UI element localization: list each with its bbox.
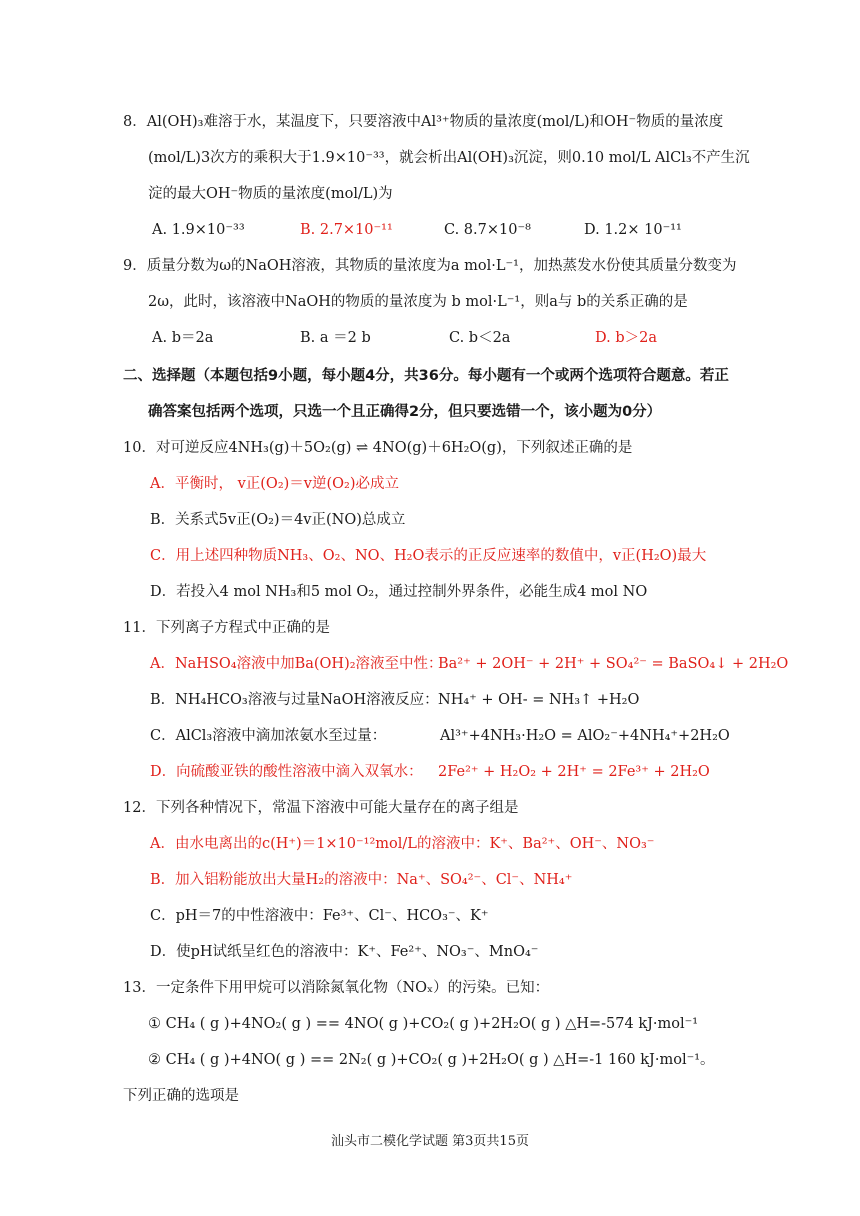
q11-option-c-equation: Al³⁺+4NH₃·H₂O = AlO₂⁻+4NH₄⁺+2H₂O: [440, 728, 730, 744]
q9-option-d: D. b＞2a: [595, 330, 657, 346]
q12-stem: 12．下列各种情况下，常温下溶液中可能大量存在的离子组是: [123, 800, 519, 816]
q8-option-a: A. 1.9×10⁻³³: [152, 222, 245, 238]
q8-line2: (mol/L)3次方的乘积大于1.9×10⁻³³，就会析出Al(OH)₃沉淀，则0.10 mol/L AlCl₃不产生沉: [148, 150, 750, 166]
q8-line1: 8．Al(OH)₃难溶于水，某温度下，只要溶液中Al³⁺物质的量浓度(mol/L)和OH⁻物质的量浓度: [123, 114, 724, 130]
q11-stem: 11．下列离子方程式中正确的是: [123, 620, 330, 636]
section2-heading-line2: 确答案包括两个选项，只选一个且正确得2分，但只要选错一个，该小题为0分）: [148, 404, 662, 420]
q9-line2: 2ω，此时，该溶液中NaOH的物质的量浓度为 b mol·L⁻¹，则a与 b的关系正确的是: [148, 294, 688, 310]
q11-option-a-text: A．NaHSO₄溶液中加Ba(OH)₂溶液至中性：: [150, 656, 443, 672]
q9-line1: 9．质量分数为ω的NaOH溶液，其物质的量浓度为a mol·L⁻¹，加热蒸发水份使其质量分数变为: [123, 258, 737, 274]
q9-option-c: C. b＜2a: [449, 330, 511, 346]
q12-option-c: C．pH＝7的中性溶液中：Fe³⁺、Cl⁻、HCO₃⁻、K⁺: [150, 908, 489, 924]
section2-heading-line1: 二、选择题（本题包括9小题，每小题4分，共36分。每小题有一个或两个选项符合题意。若正: [123, 368, 729, 384]
q9-option-b: B. a ＝2 b: [300, 330, 371, 346]
q11-option-a-equation: Ba²⁺ + 2OH⁻ + 2H⁺ + SO₄²⁻ = BaSO₄↓ + 2H₂O: [438, 656, 789, 672]
q8-option-c: C. 8.7×10⁻⁸: [444, 222, 531, 238]
q8-option-d: D. 1.2× 10⁻¹¹: [584, 222, 682, 238]
q10-option-b: B．关系式5v正(O₂)＝4v正(NO)总成立: [150, 512, 406, 528]
q13-prompt: 下列正确的选项是: [123, 1088, 239, 1104]
q8-line3: 淀的最大OH⁻物质的量浓度(mol/L)为: [148, 186, 393, 202]
q11-option-b-equation: NH₄⁺ + OH- = NH₃↑ +H₂O: [438, 692, 640, 708]
q11-option-d-text: D．向硫酸亚铁的酸性溶液中滴入双氧水：: [150, 764, 423, 780]
page-footer: 汕头市二模化学试题 第3页共15页: [331, 1134, 529, 1149]
q11-option-c-text: C．AlCl₃溶液中滴加浓氨水至过量：: [150, 728, 387, 744]
q13-equation-2: ② CH₄ ( g )+4NO( g ) == 2N₂( g )+CO₂( g )+2H₂O( g ) △H=-1 160 kJ·mol⁻¹。: [148, 1052, 715, 1068]
q13-equation-1: ① CH₄ ( g )+4NO₂( g ) == 4NO( g )+CO₂( g )+2H₂O( g ) △H=-574 kJ·mol⁻¹: [148, 1016, 699, 1032]
q12-option-b: B．加入铝粉能放出大量H₂的溶液中：Na⁺、SO₄²⁻、Cl⁻、NH₄⁺: [150, 872, 573, 888]
q8-options: [152, 220, 712, 240]
q10-option-d: D．若投入4 mol NH₃和5 mol O₂，通过控制外界条件，必能生成4 mol NO: [150, 584, 648, 600]
q9-options: [152, 328, 712, 348]
q11-option-d-equation: 2Fe²⁺ + H₂O₂ + 2H⁺ = 2Fe³⁺ + 2H₂O: [438, 764, 710, 780]
q11-option-b-text: B．NH₄HCO₃溶液与过量NaOH溶液反应：: [150, 692, 439, 708]
q8-option-b: B. 2.7×10⁻¹¹: [300, 222, 393, 238]
q10-option-c: C．用上述四种物质NH₃、O₂、NO、H₂O表示的正反应速率的数值中，v正(H₂O)最大: [150, 548, 707, 564]
q10-stem: 10．对可逆反应4NH₃(g)＋5O₂(g) ⇌ 4NO(g)＋6H₂O(g)，下列叙述正确的是: [123, 440, 633, 456]
q10-option-a: A．平衡时， v正(O₂)＝v逆(O₂)必成立: [150, 476, 399, 492]
q12-option-a: A．由水电离出的c(H⁺)＝1×10⁻¹²mol/L的溶液中：K⁺、Ba²⁺、OH⁻、NO₃⁻: [150, 836, 655, 852]
q9-option-a: A. b＝2a: [152, 330, 214, 346]
q12-option-d: D．使pH试纸呈红色的溶液中：K⁺、Fe²⁺、NO₃⁻、MnO₄⁻: [150, 944, 539, 960]
q13-stem: 13．一定条件下用甲烷可以消除氮氧化物（NOₓ）的污染。已知：: [123, 980, 550, 996]
